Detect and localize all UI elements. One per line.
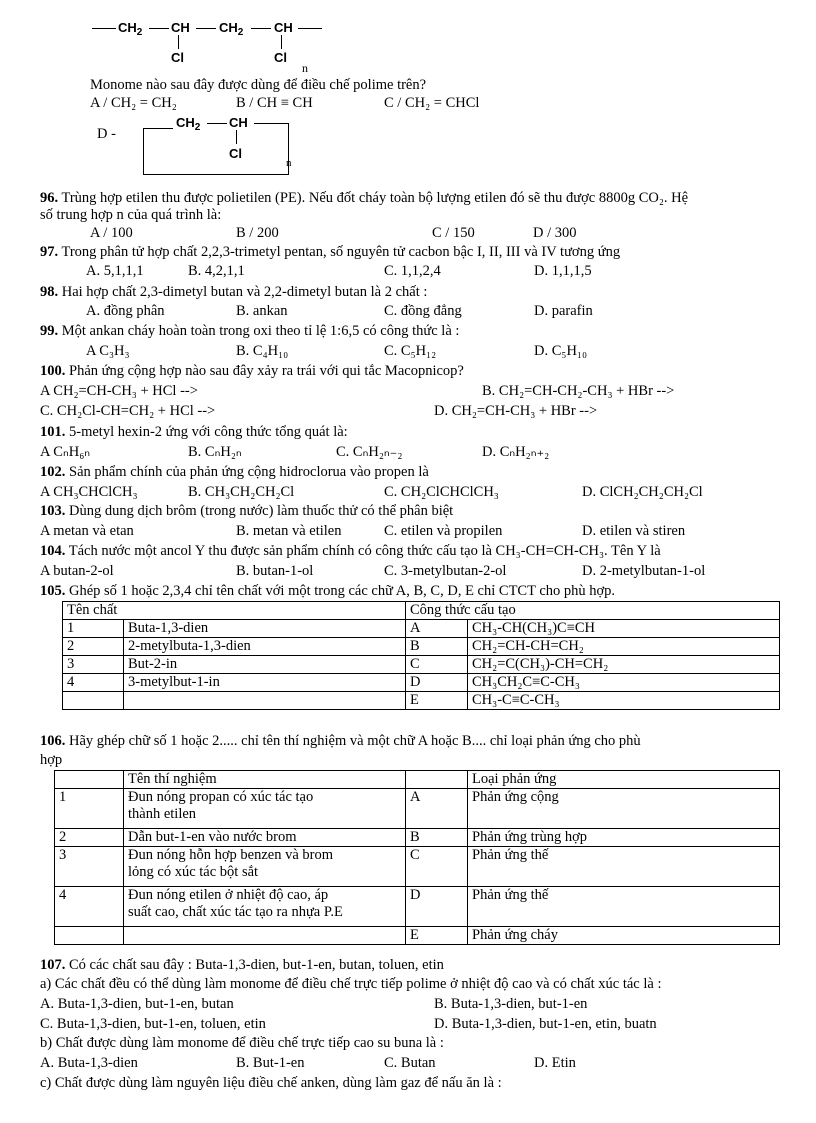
- q107-b-option-a: A. Buta-1,3-dien: [40, 1055, 138, 1071]
- q104-option-c: C. 3-metylbutan-2-ol: [384, 563, 507, 579]
- cell-formula: CH₂=C(CH₃)-CH=CH₂: [468, 656, 780, 674]
- cell-letter: C: [406, 656, 468, 674]
- cell-name: But-2-in: [124, 656, 406, 674]
- bond: [207, 123, 227, 124]
- q98-option-b: B. ankan: [236, 303, 288, 319]
- header-cong-thuc: Công thức cấu tạo: [406, 602, 780, 620]
- header-ten-chat: Tên chất: [63, 602, 406, 620]
- q100-option-c: C. CH₂Cl-CH=CH₂ + HCl -->: [40, 403, 216, 419]
- bond: [92, 28, 116, 29]
- q98-option-d: D. parafin: [534, 303, 593, 319]
- cell-letter: D: [406, 674, 468, 692]
- q99-option-c: C. C₅H₁₂: [384, 343, 437, 359]
- header-ten-thi-nghiem: Tên thí nghiệm: [124, 771, 406, 789]
- q103-question: 103. Dùng dung dịch brôm (trong nước) làm thuốc thử có thể phân biệt: [40, 503, 454, 519]
- d-ch2: $CH_2$: [176, 115, 201, 133]
- cell-letter: C: [406, 847, 468, 887]
- cell-num: 1: [55, 789, 124, 829]
- table-row: [55, 829, 780, 847]
- q99-option-b: B. C₄H₁₀: [236, 343, 289, 359]
- cell-name-line1: Đun nóng hỗn hợp benzen và brom: [128, 847, 333, 863]
- cell-name: [124, 692, 406, 710]
- q96-option-a: A / 100: [90, 225, 133, 241]
- q107-a-option-a: A. Buta-1,3-dien, but-1-en, butan: [40, 996, 234, 1012]
- bracket-left: [143, 128, 144, 174]
- cell-letter: D: [406, 887, 468, 927]
- cell-name: [124, 829, 406, 847]
- cell-letter: E: [406, 927, 468, 945]
- cell-num: 2: [55, 829, 124, 847]
- d-n: n: [286, 157, 292, 169]
- q95-option-d: D -: [97, 126, 116, 142]
- cell-num: 2: [63, 638, 124, 656]
- q99-option-a: A C₃H₃: [86, 343, 130, 359]
- cell-formula: CH₃-CH(CH₃)C≡CH: [468, 620, 780, 638]
- table-row: [63, 656, 780, 674]
- q101-option-d: D. CₙH₂ₙ₊₂: [482, 444, 550, 460]
- polymer-ch-1: CH: [171, 20, 190, 35]
- d-cl: Cl: [229, 146, 242, 161]
- q101-question: 101. 5-metyl hexin-2 ứng với công thức tổng quát là:: [40, 424, 348, 440]
- q104-question: 104. Tách nước một ancol Y thu được sản phẩm chính có công thức cấu tạo là CH₃-CH=CH-CH₃. Tên Y là: [40, 543, 661, 559]
- cell-num: [55, 927, 124, 945]
- table-row: [63, 620, 780, 638]
- q106-question: 106. Hãy ghép chữ số 1 hoặc 2..... chỉ tên thí nghiệm và một chữ A hoặc B.... chỉ loại phản ứng cho phù: [40, 733, 641, 749]
- q101-option-c: C. CₙH₂ₙ₋₂: [336, 444, 403, 460]
- q98-question: 98. Hai hợp chất 2,3-dimetyl butan và 2,2-dimetyl butan là 2 chất :: [40, 284, 428, 300]
- q95-option-b: B / CH ≡ CH: [236, 95, 313, 111]
- q103-option-b: B. metan và etilen: [236, 523, 342, 539]
- q97-option-c: C. 1,1,2,4: [384, 263, 441, 279]
- q95-question: Monome nào sau đây được dùng để điều chế polime trên?: [90, 77, 427, 93]
- cell-name: [124, 887, 406, 927]
- bond: [178, 35, 179, 49]
- cell-name-line1: Đun nóng etilen ở nhiệt độ cao, áp: [128, 887, 329, 903]
- bond: [143, 128, 173, 129]
- cell-num: 4: [55, 887, 124, 927]
- q97-option-a: A. 5,1,1,1: [86, 263, 144, 279]
- q96-option-c: C / 150: [432, 225, 475, 241]
- cell-formula: CH₃-C≡C-CH₃: [468, 692, 780, 710]
- bond: [196, 28, 216, 29]
- cell-type: Phản ứng thế: [468, 847, 780, 887]
- polymer-ch2-1: $CH_2$: [118, 20, 143, 38]
- q102-option-c: C. CH₂ClCHClCH₃: [384, 484, 499, 500]
- cell-type: Phản ứng thế: [468, 887, 780, 927]
- cell-name-line1: Dẫn but-1-en vào nước brom: [128, 829, 297, 845]
- cell-letter: A: [406, 620, 468, 638]
- cell-name-line2: thành etilen: [128, 806, 197, 822]
- q102-option-a: A CH₃CHClCH₃: [40, 484, 138, 500]
- bond: [251, 28, 271, 29]
- q107-b-option-d: D. Etin: [534, 1055, 576, 1071]
- table-row: [63, 674, 780, 692]
- table-header: [55, 771, 780, 789]
- q97-option-b: B. 4,2,1,1: [188, 263, 245, 279]
- table-row: [55, 789, 780, 829]
- cell-num: 1: [63, 620, 124, 638]
- cell-name: 2-metylbuta-1,3-dien: [124, 638, 406, 656]
- cell-letter: B: [406, 829, 468, 847]
- q107-a-option-b: B. Buta-1,3-dien, but-1-en: [434, 996, 588, 1012]
- bond: [236, 130, 237, 144]
- table-row: [55, 927, 780, 945]
- cell-name: [124, 847, 406, 887]
- bond: [298, 28, 322, 29]
- bond: [281, 35, 282, 49]
- q104-option-b: B. butan-1-ol: [236, 563, 314, 579]
- bracket-bottom: [143, 174, 289, 175]
- cell-num: 3: [55, 847, 124, 887]
- q97-option-d: D. 1,1,1,5: [534, 263, 592, 279]
- cell-letter: A: [406, 789, 468, 829]
- q95-option-a: A / CH₂ = CH₂: [90, 95, 177, 111]
- q100-question: 100. Phản ứng cộng hợp nào sau đây xảy ra trái với qui tắc Macopnicop?: [40, 363, 464, 379]
- q102-option-d: D. ClCH₂CH₂CH₂Cl: [582, 484, 703, 500]
- bond: [149, 28, 169, 29]
- q105-question: 105. Ghép số 1 hoặc 2,3,4 chỉ tên chất với một trong các chữ A, B, C, D, E chỉ CTCT cho phù hợp.: [40, 583, 616, 599]
- table-row: [63, 692, 780, 710]
- q106-table: [54, 770, 780, 945]
- q106-question-line2: hợp: [40, 752, 63, 768]
- q101-option-b: B. CₙH₂ₙ: [188, 444, 242, 460]
- table-row: [55, 887, 780, 927]
- cell-name: 3-metylbut-1-in: [124, 674, 406, 692]
- q107-question: 107. Có các chất sau đây : Buta-1,3-dien, but-1-en, butan, toluen, etin: [40, 957, 444, 973]
- d-ch: CH: [229, 115, 248, 130]
- q102-question: 102. Sản phẩm chính của phản ứng cộng hidroclorua vào propen là: [40, 464, 429, 480]
- q101-option-a: A CₙH₆ₙ: [40, 444, 91, 460]
- cell-letter: E: [406, 692, 468, 710]
- cell-name-line1: Đun nóng propan có xúc tác tạo: [128, 789, 314, 805]
- q107-b-option-b: B. But-1-en: [236, 1055, 305, 1071]
- q103-option-a: A metan và etan: [40, 523, 134, 539]
- q104-option-a: A butan-2-ol: [40, 563, 114, 579]
- q99-option-d: D. C₅H₁₀: [534, 343, 588, 359]
- cell-num: 3: [63, 656, 124, 674]
- q96-option-b: B / 200: [236, 225, 279, 241]
- cell-type: Phản ứng cháy: [468, 927, 780, 945]
- table-header: [63, 602, 780, 620]
- cell-num: [63, 692, 124, 710]
- cell-name-line2: suất cao, chất xúc tác tạo ra nhựa P.E: [128, 904, 343, 920]
- cell-name: [124, 789, 406, 829]
- polymer-cl-1: Cl: [171, 50, 184, 65]
- q98-option-a: A. đồng phân: [86, 303, 165, 319]
- q103-option-c: C. etilen và propilen: [384, 523, 503, 539]
- polymer-ch2-2: $CH_2$: [219, 20, 244, 38]
- q107-a-option-d: D. Buta-1,3-dien, but-1-en, etin, buatn: [434, 1016, 657, 1032]
- table-row: [55, 847, 780, 887]
- cell-name: [124, 927, 406, 945]
- polymer-cl-2: Cl: [274, 50, 287, 65]
- bond: [254, 123, 288, 124]
- cell-type: Phản ứng trùng hợp: [468, 829, 780, 847]
- q97-question: 97. Trong phân tử hợp chất 2,2,3-trimetyl pentan, số nguyên tử cacbon bậc I, II, III và IV tương ứng: [40, 244, 621, 260]
- q96-option-d: D / 300: [533, 225, 577, 241]
- q96-question: 96. Trùng hợp etilen thu được polietilen (PE). Nếu đốt cháy toàn bộ lượng etilen đó sẽ thu được 8800g CO₂. Hệ: [40, 190, 689, 206]
- q100-option-a: A CH₂=CH-CH₃ + HCl -->: [40, 383, 198, 399]
- cell-letter: B: [406, 638, 468, 656]
- q98-option-c: C. đồng đẳng: [384, 303, 462, 319]
- q100-option-d: D. CH₂=CH-CH₃ + HBr -->: [434, 403, 598, 419]
- q95-option-c: C / CH₂ = CHCl: [384, 95, 480, 111]
- q102-option-b: B. CH₃CH₂CH₂Cl: [188, 484, 295, 500]
- q105-table: [62, 601, 780, 710]
- cell-num: 4: [63, 674, 124, 692]
- q107-a-question: a) Các chất đều có thể dùng làm monome để điều chế trực tiếp polime ở nhiệt độ cao và có chất xúc tác là :: [40, 976, 662, 992]
- cell-name-line2: lỏng có xúc tác bột sắt: [128, 864, 259, 880]
- cell-formula: CH₂=CH-CH=CH₂: [468, 638, 780, 656]
- table-row: [63, 638, 780, 656]
- cell-type: Phản ứng cộng: [468, 789, 780, 829]
- q107-b-question: b) Chất được dùng làm monome để điều chế trực tiếp cao su buna là :: [40, 1035, 444, 1051]
- q107-c-question: c) Chất được dùng làm nguyên liệu điều chế anken, dùng làm gaz để nấu ăn là :: [40, 1075, 502, 1091]
- header-loai-phan-ung: Loại phản ứng: [468, 771, 780, 789]
- q100-option-b: B. CH₂=CH-CH₂-CH₃ + HBr -->: [482, 383, 675, 399]
- q103-option-d: D. etilen và stiren: [582, 523, 686, 539]
- q104-option-d: D. 2-metylbutan-1-ol: [582, 563, 706, 579]
- q99-question: 99. Một ankan cháy hoàn toàn trong oxi theo tỉ lệ 1:6,5 có công thức là :: [40, 323, 460, 339]
- cell-formula: CH₃CH₂C≡C-CH₃: [468, 674, 780, 692]
- polymer-n: n: [302, 61, 308, 75]
- q96-question-line2: số trung hợp n của quá trình là:: [40, 207, 222, 223]
- polymer-ch-2: CH: [274, 20, 293, 35]
- q107-a-option-c: C. Buta-1,3-dien, but-1-en, toluen, etin: [40, 1016, 266, 1032]
- q107-b-option-c: C. Butan: [384, 1055, 436, 1071]
- cell-name: Buta-1,3-dien: [124, 620, 406, 638]
